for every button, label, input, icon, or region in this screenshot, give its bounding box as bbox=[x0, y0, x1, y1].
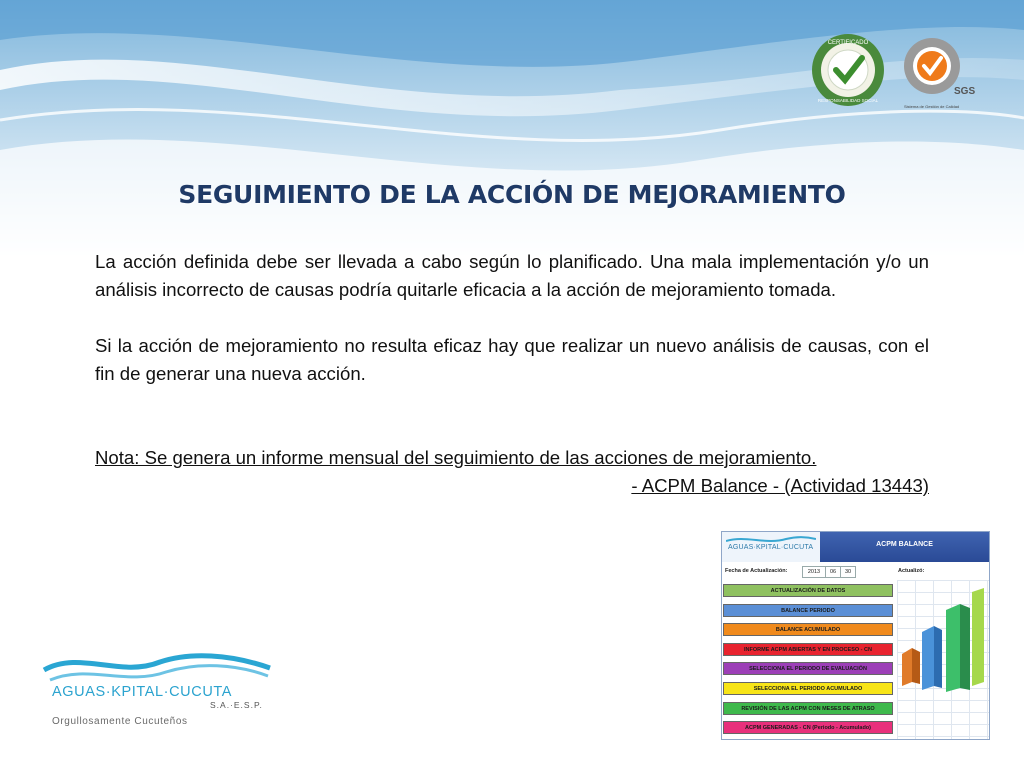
note-monthly-report: Nota: Se genera un informe mensual del seguimiento de las acciones de mejoramiento. bbox=[95, 447, 817, 468]
sheet-macro-button: ACTUALIZACIÓN DE DATOS bbox=[723, 584, 893, 597]
note-acpm-reference: - ACPM Balance - (Actividad 13443) bbox=[631, 475, 929, 496]
page-title: SEGUIMIENTO DE LA ACCIÓN DE MEJORAMIENTO bbox=[178, 180, 846, 209]
footer-logo-tagline: Orgullosamente Cucuteños bbox=[52, 716, 188, 727]
cert-seal-text: CERTIFICADO bbox=[827, 40, 869, 46]
footer-logo-sub: S.A.·E.S.P. bbox=[210, 700, 263, 710]
sheet-header: ACPM BALANCE bbox=[820, 532, 989, 562]
sheet-day-cell: 30 bbox=[840, 566, 856, 578]
sheet-logo-area bbox=[722, 532, 820, 562]
sheet-macro-button: INFORME ACPM ABIERTAS Y EN PROCESO - CN bbox=[723, 643, 893, 656]
cert-seal-sub: RESPONSABILIDAD SOCIAL bbox=[817, 98, 879, 103]
sheet-updated-by-label: Actualizó: bbox=[898, 568, 925, 574]
social-responsibility-certified-seal bbox=[810, 32, 886, 108]
sheet-update-row bbox=[722, 565, 989, 579]
sheet-macro-button: BALANCE PERIODO bbox=[723, 604, 893, 617]
paragraph-ineffective-action: Si la acción de mejoramiento no resulta eficaz hay que realizar un nuevo análisis de causas, con el fin de generar una nueva acción. bbox=[95, 335, 929, 384]
sgs-sub: Sistema de Gestión de Calidad bbox=[904, 104, 960, 109]
sheet-month-cell: 06 bbox=[825, 566, 841, 578]
acpm-balance-spreadsheet-screenshot bbox=[721, 531, 990, 740]
sheet-macro-button: ACPM GENERADAS - CN (Periodo - Acumulado) bbox=[723, 721, 893, 734]
sheet-update-label: Fecha de Actualización: bbox=[725, 568, 788, 574]
sheet-3d-bar-graphic bbox=[898, 582, 988, 692]
body-content bbox=[95, 248, 929, 500]
paragraph-implementation: La acción definida debe ser llevada a cabo según lo planificado. Una mala implementación y/o un análisis incorrecto de causas podría quitarle eficacia a la acción de mejoramiento tomada. bbox=[95, 251, 929, 300]
sgs-text: SGS bbox=[954, 86, 976, 97]
sgs-iso-9001-seal bbox=[900, 36, 980, 124]
footer-logo-name: AGUAS·KPITAL·CUCUTA bbox=[52, 684, 233, 700]
sheet-macro-button: BALANCE ACUMULADO bbox=[723, 623, 893, 636]
sheet-macro-button: REVISIÓN DE LAS ACPM CON MESES DE ATRASO bbox=[723, 702, 893, 715]
sheet-macro-button: SELECCIONA EL PERIODO DE EVALUACIÓN bbox=[723, 662, 893, 675]
sheet-logo-text: AGUAS·KPITAL·CUCUTA bbox=[728, 544, 814, 551]
sheet-year-cell: 2013 bbox=[802, 566, 826, 578]
sheet-macro-button: SELECCIONA EL PERIODO ACUMULADO bbox=[723, 682, 893, 695]
